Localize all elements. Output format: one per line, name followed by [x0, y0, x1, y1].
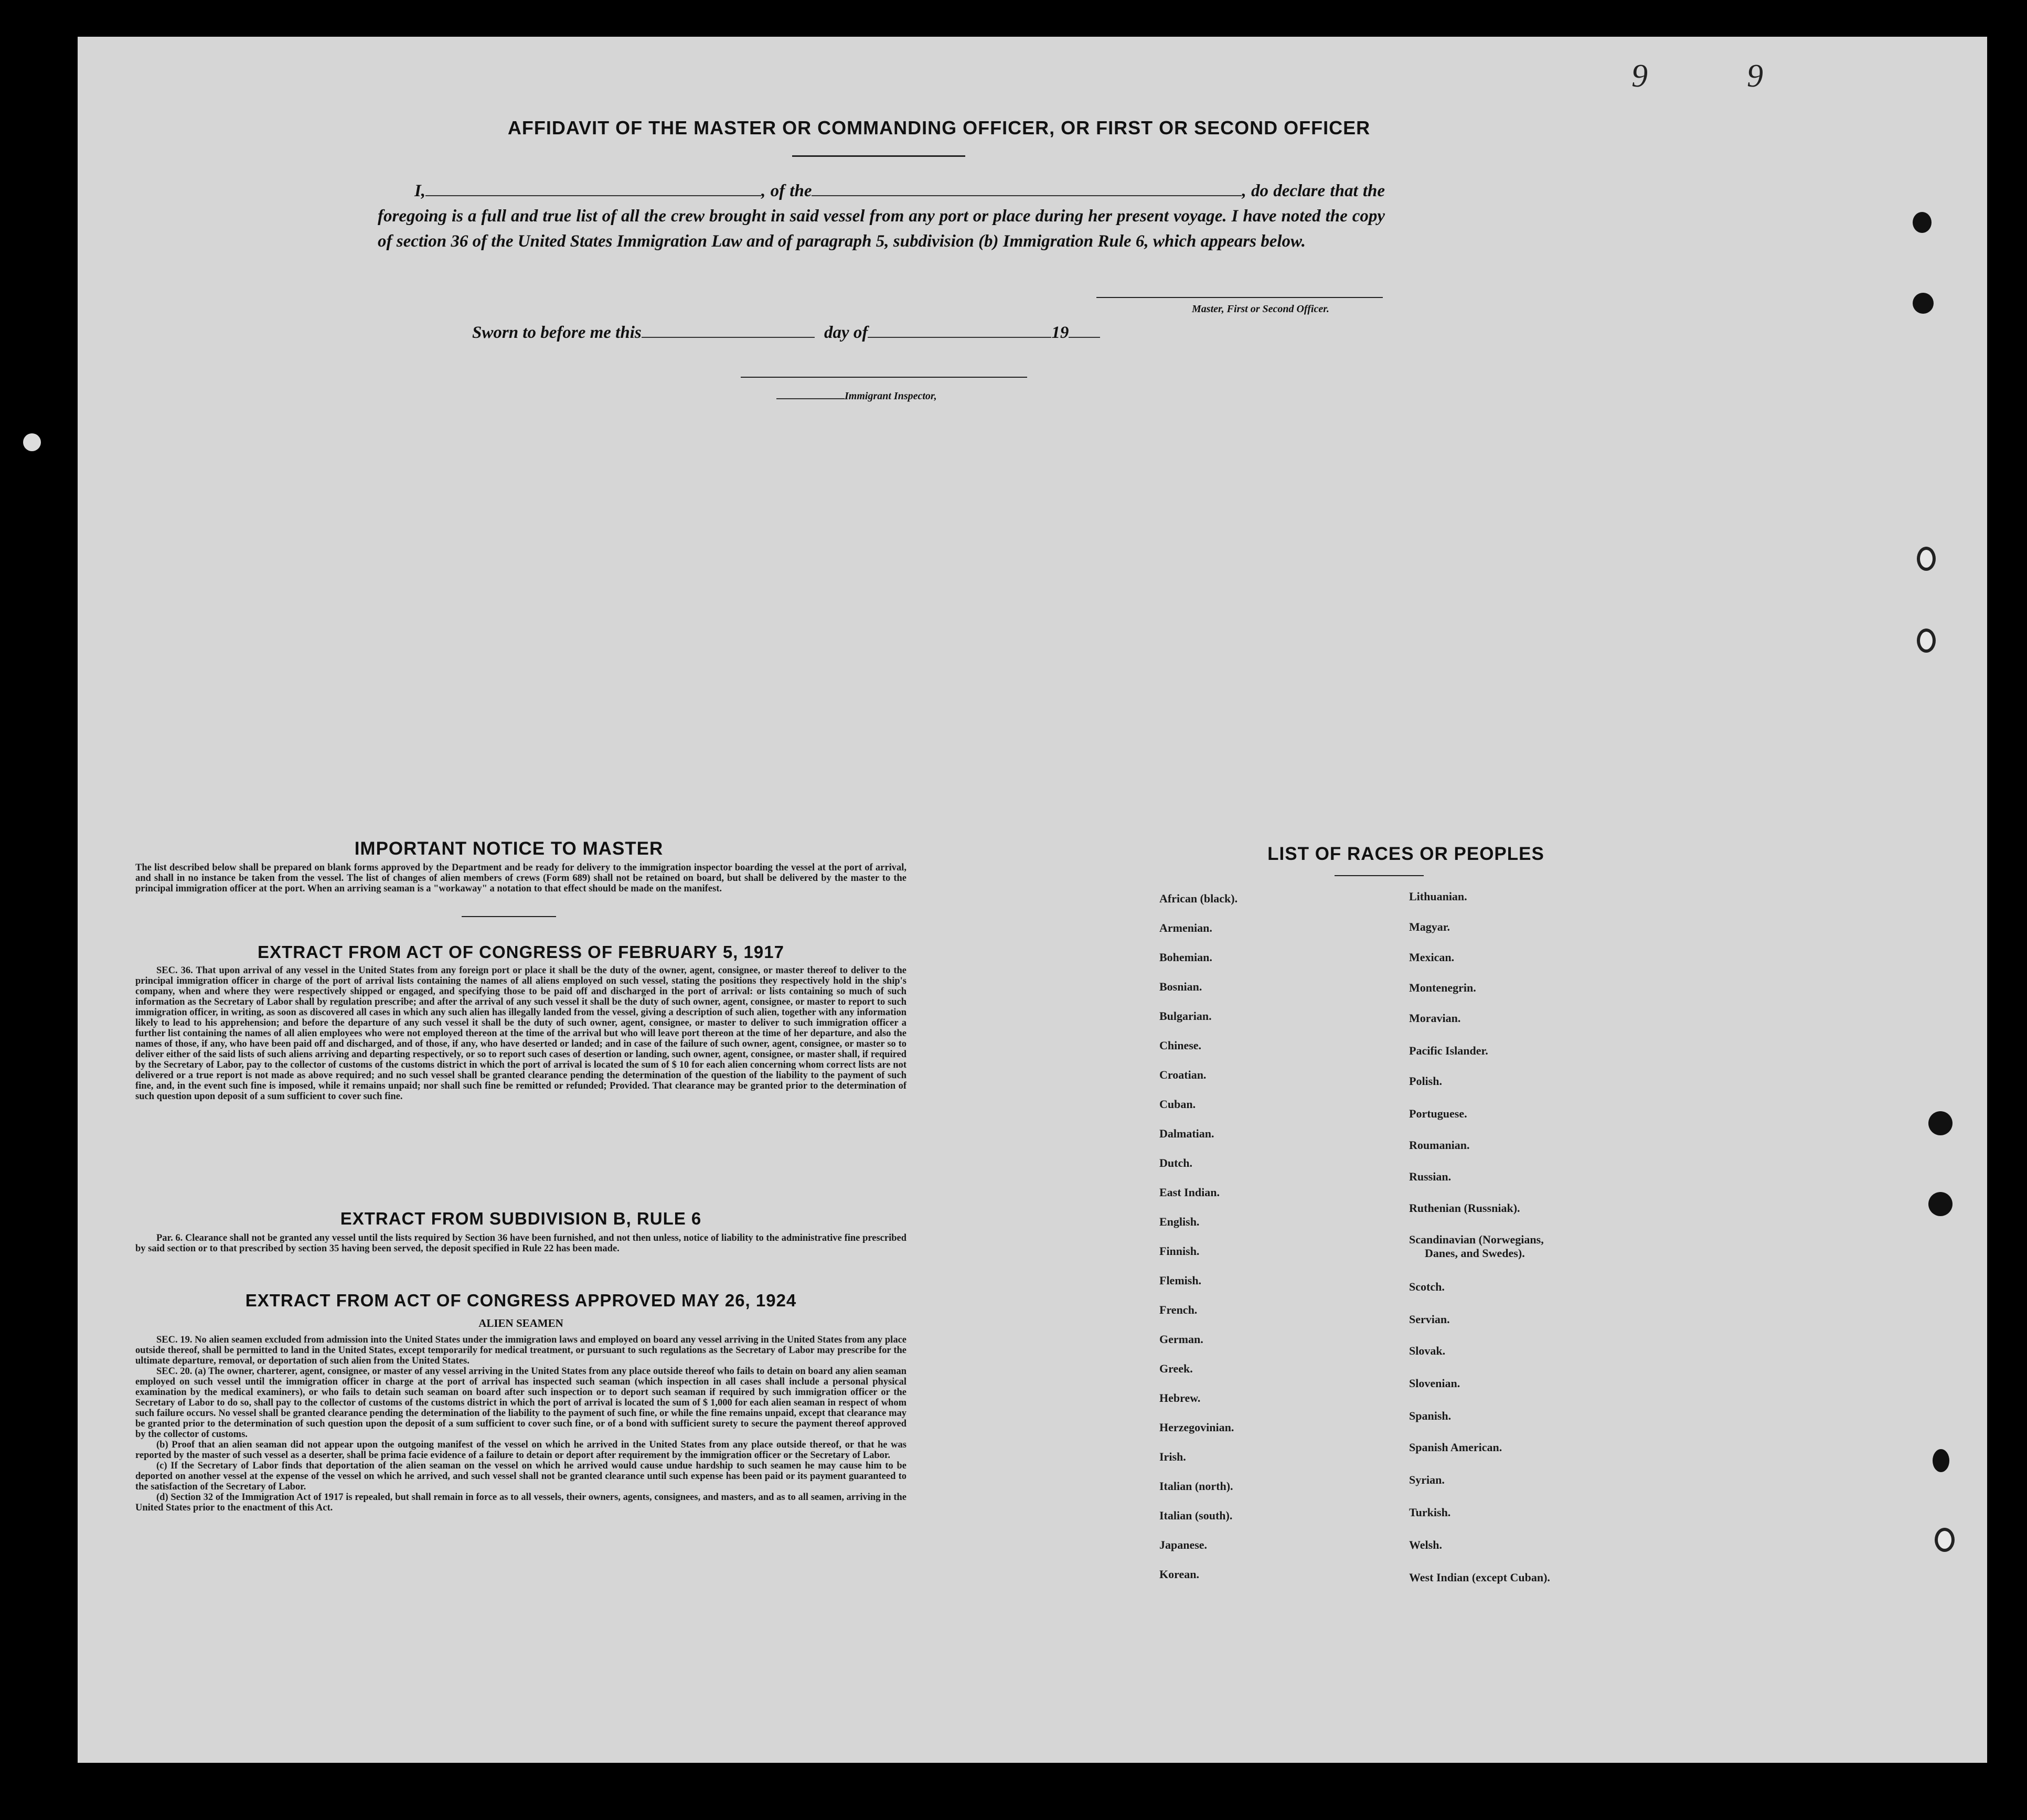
affidavit-i: I,	[414, 182, 426, 200]
race-item: African (black).	[1159, 892, 1238, 905]
sworn-day-field[interactable]	[642, 337, 815, 338]
punch-hole	[1913, 212, 1932, 233]
sworn-year-prefix: 19	[1051, 323, 1069, 342]
race-item: Spanish.	[1409, 1409, 1452, 1422]
race-item: Slovak.	[1409, 1344, 1446, 1357]
race-item: Syrian.	[1409, 1473, 1445, 1486]
sec20c-text: (c) If the Secretary of Labor finds that deportation of the alien seaman on the vessel on which he arrived would cause undue hardship to such seamen he may cause him to be deported on another vessel at the expense of the vessel on which he arrived, and such vessel shall not be granted clearance until such expense has been paid or its payment guaranteed to the satisfaction of the Secretary of Labor.	[135, 1461, 906, 1492]
affidavit-title-rule	[792, 155, 965, 157]
affidavit-of-the: , of the	[761, 182, 812, 200]
races-title: LIST OF RACES OR PEOPLES	[1267, 844, 1544, 864]
race-item: Moravian.	[1409, 1012, 1461, 1025]
day-of-text: day of	[824, 323, 868, 342]
page-number-right: 9	[1747, 58, 1763, 94]
race-item: Portuguese.	[1409, 1107, 1467, 1120]
notice-text: The list described below shall be prepared on blank forms approved by the Department and be ready for delivery to the immigration inspector boarding the vessel at the port of arrival, and shall in no instance be taken from the vessel. The list of changes of alien members of crews (Form 689) shall not be retained on board, but shall be delivered by the master to the principal immigration officer at the port. When an arriving seaman is a "workaway" a notation to that effect should be made on the manifest.	[135, 863, 906, 894]
inspector-signature-line[interactable]	[741, 377, 1027, 378]
sworn-month-field[interactable]	[868, 337, 1051, 338]
race-item: Dutch.	[1159, 1156, 1192, 1169]
extract-1924-body	[135, 1335, 906, 1513]
page-number-left: 9	[1631, 58, 1648, 94]
punch-hole	[23, 433, 41, 451]
sworn-text: Sworn to before me this	[472, 323, 642, 342]
sworn-line	[472, 323, 1100, 343]
race-item: Slovenian.	[1409, 1377, 1460, 1390]
master-name-field[interactable]	[425, 195, 761, 196]
extract-1924-subtitle: ALIEN SEAMEN	[478, 1317, 563, 1329]
notice-title: IMPORTANT NOTICE TO MASTER	[354, 838, 664, 859]
punch-hole	[1917, 629, 1936, 653]
sec20d-text: (d) Section 32 of the Immigration Act of 1917 is repealed, but shall remain in force as to all vessels, their owners, agents, consignees, and masters, and as to all seamen, arriving in the United States prior to the enactment of this Act.	[135, 1492, 906, 1513]
race-item: Danes, and Swedes).	[1425, 1247, 1525, 1260]
race-item: Herzegovinian.	[1159, 1421, 1234, 1434]
race-item: Armenian.	[1159, 921, 1212, 934]
race-item: English.	[1159, 1215, 1200, 1228]
race-item: Scandinavian (Norwegians,	[1409, 1233, 1544, 1246]
race-item: West Indian (except Cuban).	[1409, 1571, 1550, 1584]
extract-1917-title: EXTRACT FROM ACT OF CONGRESS OF FEBRUARY 5, 1917	[258, 942, 784, 962]
race-item: Irish.	[1159, 1450, 1186, 1463]
race-item: Hebrew.	[1159, 1391, 1201, 1404]
race-item: Pacific Islander.	[1409, 1044, 1488, 1057]
race-item: Korean.	[1159, 1568, 1199, 1581]
race-item: Bohemian.	[1159, 951, 1212, 964]
affidavit-declaration	[378, 178, 1385, 254]
race-item: Spanish American.	[1409, 1441, 1502, 1454]
races-title-rule	[1335, 875, 1424, 876]
race-item: Flemish.	[1159, 1274, 1202, 1287]
punch-hole	[1917, 547, 1936, 571]
affidavit-body: that the foregoing is a full and true list of all the crew brought in said vessel from any port or place during her present voyage. I have noted the copy of section 36 of the United States Immigration Law and of paragraph 5, subdivision (b) Immigration Rule 6, which appears below.	[378, 182, 1385, 251]
sec20b-text: (b) Proof that an alien seaman did not appear upon the outgoing manifest of the vessel on which he arrived in the United States from any place outside thereof, or that he was reported by the master of such vessel as a deserter, shall be prima facie evidence of a failure to detain or deport after requirement by the immigration officer or the Secretary of Labor.	[135, 1440, 906, 1461]
race-item: Lithuanian.	[1409, 890, 1467, 903]
inspector-label: Immigrant Inspector,	[845, 390, 937, 402]
race-item: Scotch.	[1409, 1280, 1445, 1293]
inspector-signature-row	[776, 390, 937, 402]
affidavit-do-declare: , do declare	[1242, 182, 1326, 200]
race-item: Bosnian.	[1159, 980, 1202, 993]
master-signature-label: Master, First or Second Officer.	[1192, 303, 1329, 315]
punch-hole	[1933, 1449, 1949, 1472]
punch-hole	[1928, 1111, 1953, 1135]
race-item: Russian.	[1409, 1170, 1452, 1183]
extract-rule6-title: EXTRACT FROM SUBDIVISION B, RULE 6	[340, 1209, 702, 1228]
race-item: Finnish.	[1159, 1244, 1200, 1258]
race-item: Roumanian.	[1409, 1138, 1470, 1152]
sec19-text: SEC. 19. No alien seamen excluded from admission into the United States under the immigration laws and employed on board any vessel arriving in the United States from any place outside thereof, shall be permitted to land in the United States, except temporarily for medical treatment, or pursuant to such regulations as the Secretary of Labor may prescribe for the ultimate departure, removal, or deportation of such alien from the United States.	[135, 1335, 906, 1366]
vessel-name-field[interactable]	[812, 195, 1242, 196]
race-item: Magyar.	[1409, 920, 1450, 933]
inspector-name-field[interactable]	[776, 398, 845, 399]
sec20a-text: SEC. 20. (a) The owner, charterer, agent, consignee, or master of any vessel arriving in the United States from any place outside thereof who fails to detain on board any alien seaman employed on such vessel until the immigration officer in charge at the port of arrival has inspected such seaman (which inspection in all cases shall include a personal physical examination by the medical examiners), or who fails to detain such seaman on board after such inspection or to deport such seaman if required by such immigration officer or the Secretary of Labor to do so, shall pay to the collector of customs of the customs district in which the port of arrival is located the sum of $ 1,000 for each alien seaman in respect of whom such failure occurs. No vessel shall be granted clearance pending the determination of the liability to the payment of such fine, or while the fine remains unpaid, except that clearance may be granted prior to the determination of such question upon the deposit of a sum sufficient to cover such fine, or of a bond with sufficient surety to secure the payment thereof approved by the collector of customs.	[135, 1366, 906, 1440]
extract-1924-title: EXTRACT FROM ACT OF CONGRESS APPROVED MAY 26, 1924	[245, 1291, 797, 1310]
extract-rule6-text: Par. 6. Clearance shall not be granted any vessel until the lists required by Section 36 have been furnished, and not then unless, notice of liability to the administrative fine prescribed by said section or to that prescribed by section 35 having been served, the deposit specified in Rule 22 has been made.	[135, 1233, 906, 1254]
race-item: Italian (south).	[1159, 1509, 1233, 1522]
race-item: German.	[1159, 1333, 1203, 1346]
affidavit-title: AFFIDAVIT OF THE MASTER OR COMMANDING OFFICER, OR FIRST OR SECOND OFFICER	[507, 117, 1371, 139]
race-item: Servian.	[1409, 1313, 1450, 1326]
race-item: Croatian.	[1159, 1068, 1207, 1081]
race-item: Mexican.	[1409, 951, 1455, 964]
race-item: French.	[1159, 1303, 1198, 1316]
race-item: Dalmatian.	[1159, 1127, 1214, 1140]
race-item: Polish.	[1409, 1074, 1442, 1088]
race-item: Greek.	[1159, 1362, 1193, 1375]
race-item: Ruthenian (Russniak).	[1409, 1201, 1520, 1215]
punch-hole	[1935, 1528, 1955, 1552]
race-item: Bulgarian.	[1159, 1009, 1212, 1023]
race-item: Chinese.	[1159, 1039, 1202, 1052]
race-item: Cuban.	[1159, 1098, 1196, 1111]
extract-1917-text: SEC. 36. That upon arrival of any vessel in the United States from any foreign port or place it shall be the duty of the owner, agent, consignee, or master thereof to deliver to the principal immigration officer in charge of the port of arrival lists containing the names of all aliens employed on such vessel, stating the positions they respectively hold in the ship's company, when and where they were respectively shipped or engaged, and specifying those to be paid off and discharged in the port of arrival: or lists containing so much of such information as the Secretary of Labor shall by regulation prescribe; and after the arrival of any such vessel it shall be the duty of such owner, agent, consignee, or master to report to such immigration officer, in writing, as soon as discovered all cases in which any such alien has illegally landed from the vessel, giving a description of such alien, together with any information likely to lead to his apprehension; and before the departure of any such vessel it shall be the duty of such owner, agent, consignee, or master to deliver to such immigration officer a further list containing the names of all alien employees who were not employed thereon at the time of the arrival but who will leave port thereon at the time of her departure, and also the names of those, if any, who have been paid off and discharged, and of those, if any, who have deserted or landed; and in case of the failure of such owner, agent, consignee, or master so to deliver either of the said lists of such aliens arriving and departing respectively, or so to report such cases of desertion or landing, such owner, agent, consignee, or master shall, if required by the Secretary of Labor, pay to the collector of customs of the customs district in which the port of arrival is located the sum of $ 10 for each alien concerning whom correct lists are not delivered or a true report is not made as above required; and no such vessel shall be granted clearance pending the determination of the question of the liability to the payment of such fine, and, in the event such fine is imposed, while it remains unpaid; nor shall such fine be remitted or refunded; Provided. That clearance may be granted prior to the determination of such question upon deposit of a sum sufficient to cover such fine.	[135, 965, 906, 1102]
race-item: Italian (north).	[1159, 1480, 1233, 1493]
master-signature-line[interactable]	[1096, 297, 1383, 298]
sworn-year-field[interactable]	[1069, 337, 1100, 338]
notice-rule	[462, 916, 556, 917]
punch-hole	[1913, 293, 1934, 314]
race-item: Welsh.	[1409, 1538, 1442, 1551]
race-item: Japanese.	[1159, 1538, 1208, 1551]
punch-hole	[1928, 1192, 1953, 1216]
race-item: East Indian.	[1159, 1186, 1220, 1199]
race-item: Turkish.	[1409, 1506, 1451, 1519]
race-item: Montenegrin.	[1409, 981, 1476, 994]
